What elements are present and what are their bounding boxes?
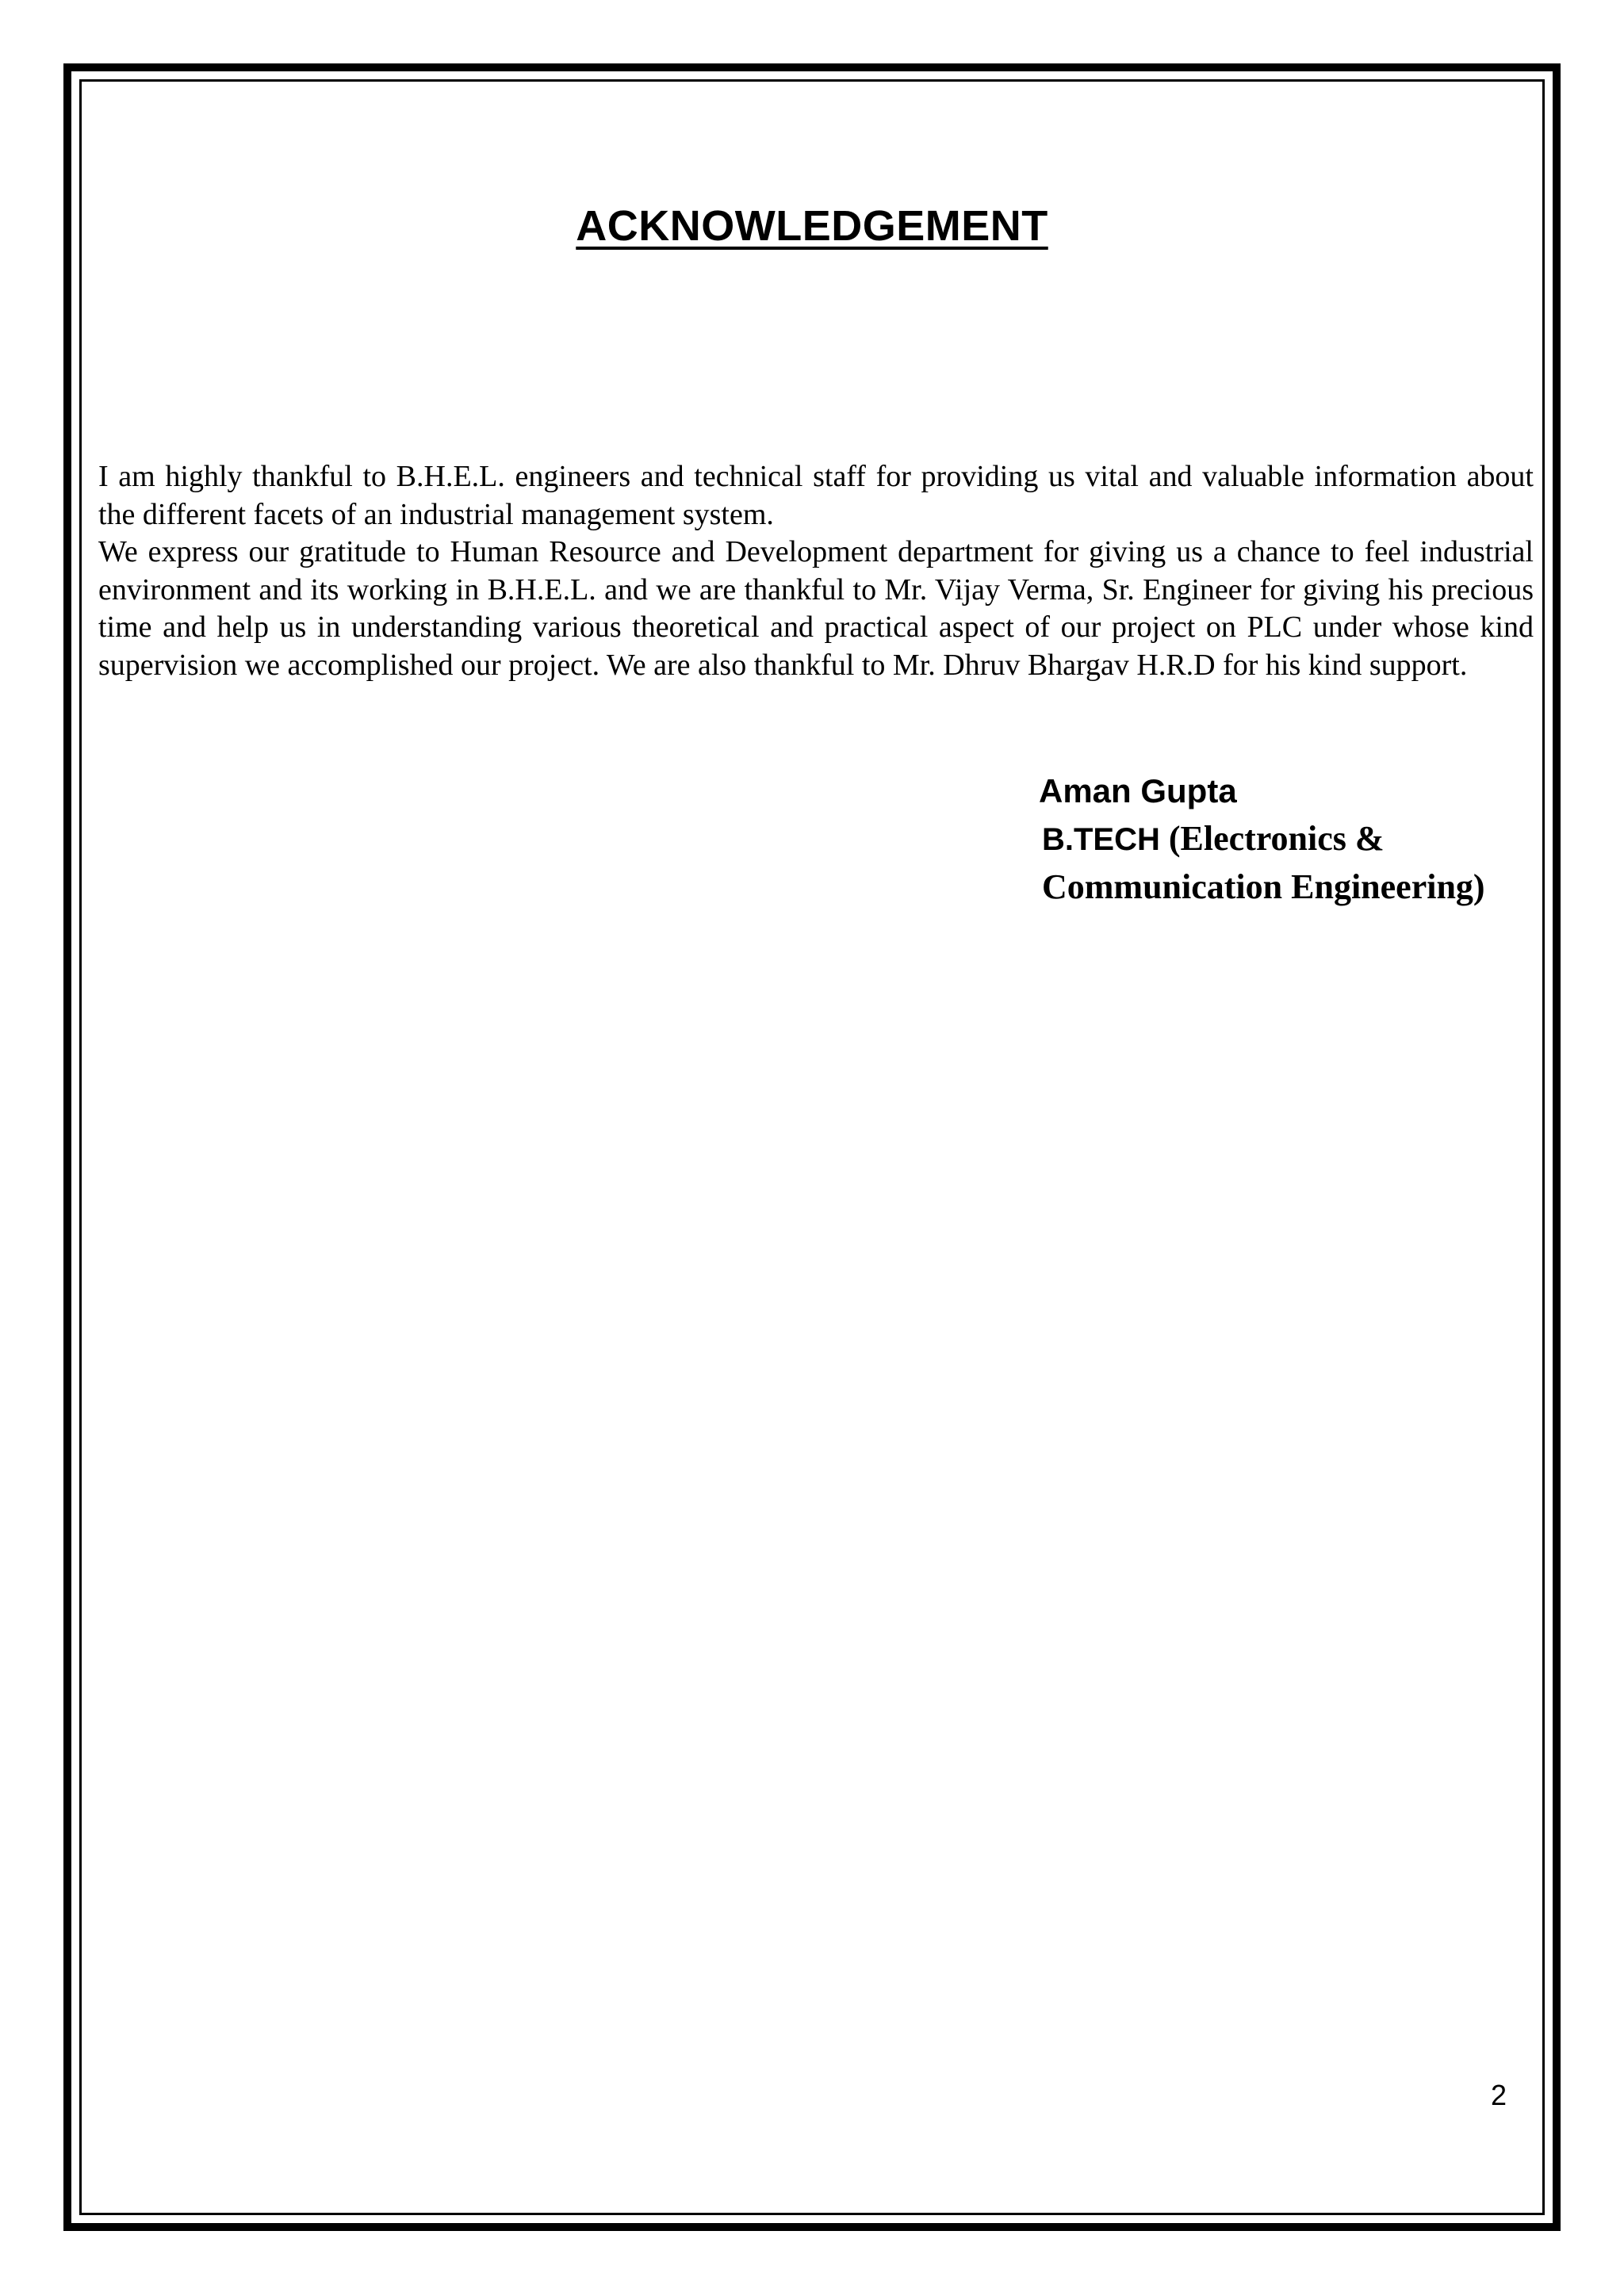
degree-field-line2: Communication Engineering) [1042, 867, 1485, 906]
page-number: 2 [1491, 2079, 1507, 2111]
page-border-inner [79, 79, 1545, 2215]
page-title-text: ACKNOWLEDGEMENT [576, 202, 1048, 250]
degree-abbreviation: B.TECH [1042, 822, 1160, 857]
page-title [0, 198, 1624, 254]
author-degree [1042, 815, 1546, 911]
degree-field-line1: (Electronics & [1159, 819, 1385, 858]
author-name: Aman Gupta [1039, 772, 1237, 809]
paragraph-thanks-bhel: I am highly thankful to B.H.E.L. engineers and technical staff for providing us vital and valuable information about the different facets of an industrial management system. [98, 460, 1534, 531]
acknowledgement-body [98, 458, 1534, 684]
paragraph-gratitude: We express our gratitude to Human Resource and Development department for giving us a chance to feel industrial environment and its working in B.H.E.L. and we are thankful to Mr. Vijay Verma, Sr. Engineer for giving his precious time and help us in understanding various theoretical and practical aspect of our project on PLC under whose kind supervision we accomplished our project. We are also thankful to Mr. Dhruv Bhargav H.R.D for his kind support. [98, 535, 1534, 682]
signature-block [1039, 769, 1546, 911]
